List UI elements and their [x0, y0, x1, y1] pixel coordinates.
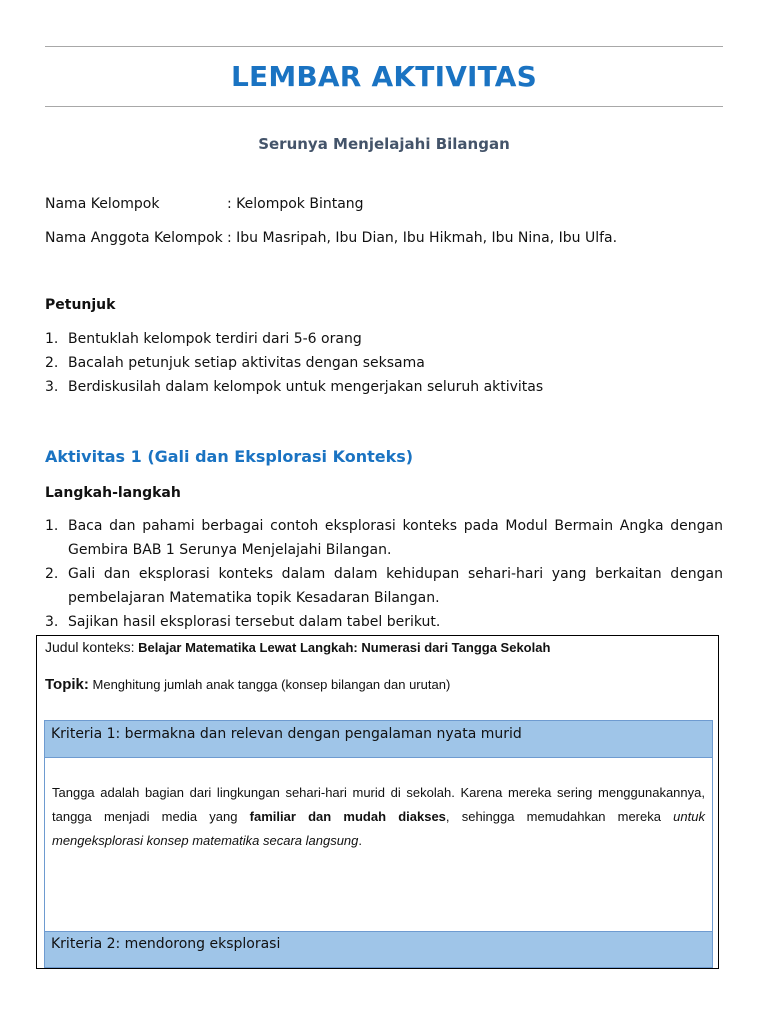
steps-heading: Langkah-langkah — [45, 485, 181, 501]
group-name-label: Nama Kelompok — [45, 196, 160, 212]
criteria-1-text-part: Tangga adalah bagian dari lingkungan sehari-hari murid di sekolah. Karena mereka sering menggunakannya, tangga menjadi media yang — [52, 785, 705, 824]
list-number: 3. — [45, 614, 59, 630]
group-name-row — [45, 196, 364, 212]
list-number: 2. — [45, 355, 59, 371]
criteria-1-text-bold: familiar dan mudah diakses — [249, 809, 446, 824]
context-title-value: Belajar Matematika Lewat Langkah: Numerasi dari Tangga Sekolah — [138, 640, 551, 655]
context-table — [36, 635, 719, 969]
list-text: Bentuklah kelompok terdiri dari 5-6 orang — [68, 331, 362, 347]
list-item — [45, 562, 723, 610]
list-item — [45, 351, 723, 375]
list-item — [45, 610, 723, 634]
list-text: Berdiskusilah dalam kelompok untuk mengerjakan seluruh aktivitas — [68, 379, 544, 395]
criteria-1-text-italic: untuk mengeksplorasi konsep matematika secara langsung — [52, 809, 705, 848]
criteria-1-text-end: . — [358, 833, 363, 848]
group-members-label: Nama Anggota Kelompok — [45, 230, 223, 246]
top-rule — [45, 46, 723, 47]
list-number: 1. — [45, 331, 59, 347]
criteria-2-header: Kriteria 2: mendorong eksplorasi — [44, 931, 713, 968]
instructions-list — [45, 327, 723, 399]
activity1-title: Aktivitas 1 (Gali dan Eksplorasi Konteks) — [45, 447, 414, 466]
document-subtitle: Serunya Menjelajahi Bilangan — [258, 135, 510, 153]
group-members-row — [45, 230, 617, 246]
criteria-1-text — [52, 781, 705, 853]
list-number: 1. — [45, 518, 59, 534]
group-members-value: : Ibu Masripah, Ibu Dian, Ibu Hikmah, Ibu Nina, Ibu Ulfa. — [227, 230, 618, 246]
steps-list — [45, 514, 723, 634]
criteria-1-header: Kriteria 1: bermakna dan relevan dengan pengalaman nyata murid — [44, 720, 713, 758]
list-item — [45, 375, 723, 399]
topic-label: Topik: — [45, 676, 89, 693]
context-title-line — [45, 639, 550, 655]
instructions-heading: Petunjuk — [45, 297, 116, 313]
topic-line — [45, 676, 450, 693]
context-title-label: Judul konteks: — [45, 639, 135, 655]
list-text: Baca dan pahami berbagai contoh eksplorasi konteks pada Modul Bermain Angka dengan Gembira BAB 1 Serunya Menjelajahi Bilangan. — [68, 518, 723, 558]
list-text: Sajikan hasil eksplorasi tersebut dalam tabel berikut. — [68, 614, 441, 630]
list-text: Gali dan eksplorasi konteks dalam dalam kehidupan sehari-hari yang berkaitan dengan pembelajaran Matematika topik Kesadaran Bilangan. — [68, 566, 723, 606]
criteria-1-body — [44, 757, 713, 932]
list-item — [45, 514, 723, 562]
title-rule — [45, 106, 723, 107]
topic-value: Menghitung jumlah anak tangga (konsep bilangan dan urutan) — [92, 677, 451, 692]
list-number: 2. — [45, 566, 59, 582]
list-number: 3. — [45, 379, 59, 395]
document-title: LEMBAR AKTIVITAS — [230, 60, 538, 93]
group-name-value: : Kelompok Bintang — [227, 196, 364, 212]
criteria-1-text-part: , sehingga memudahkan mereka — [445, 809, 674, 824]
list-text: Bacalah petunjuk setiap aktivitas dengan seksama — [68, 355, 425, 371]
list-item — [45, 327, 723, 351]
